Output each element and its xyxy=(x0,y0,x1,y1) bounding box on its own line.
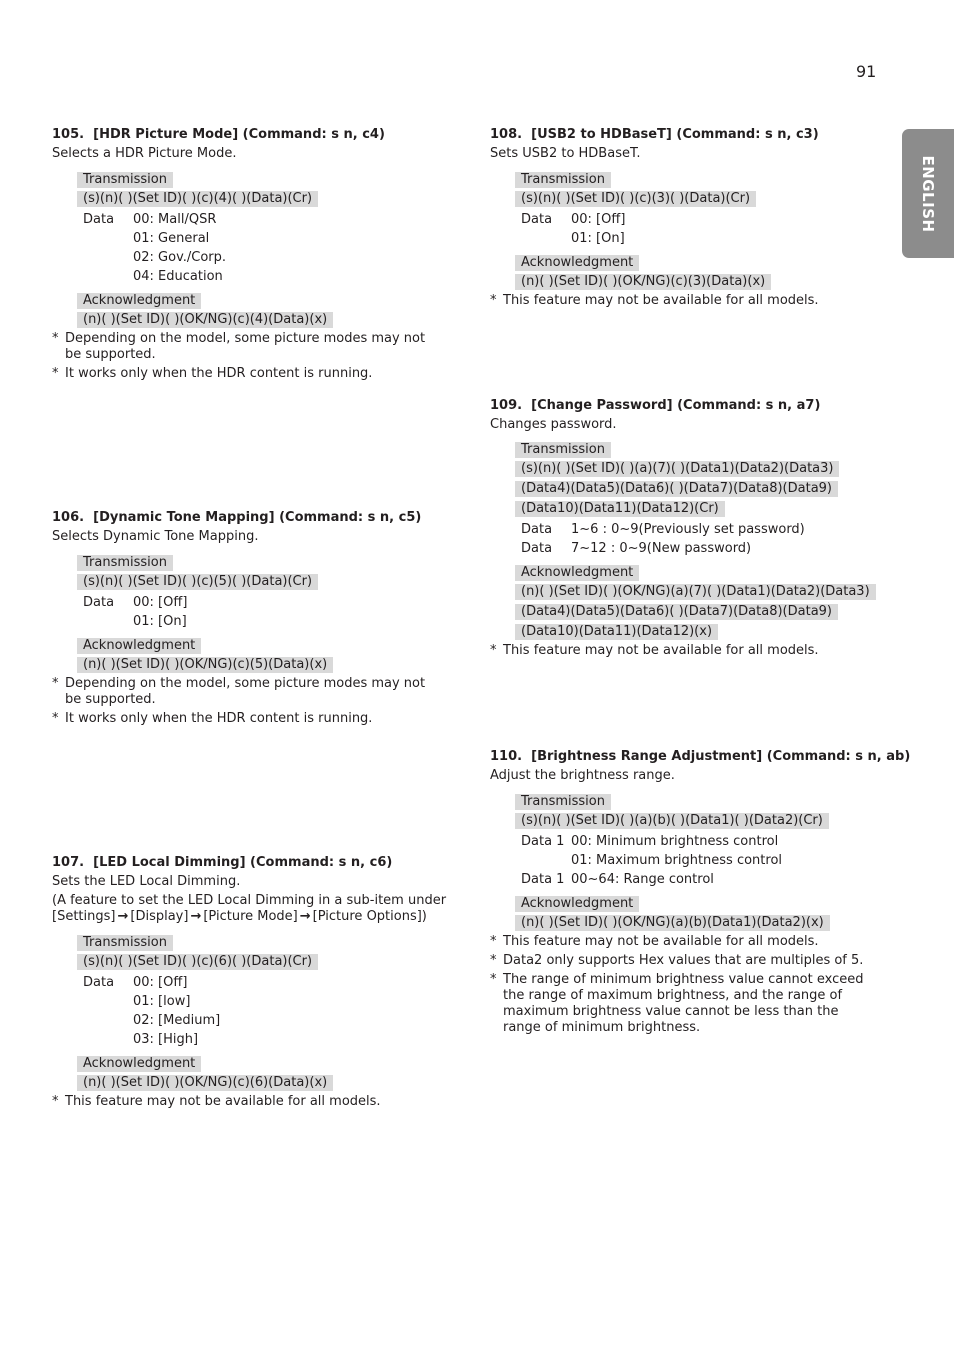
section-number: 105. xyxy=(52,127,85,142)
data-row: Data 00: [Off] xyxy=(83,975,188,990)
transmission-code: (s)(n)( )(Set ID)( )(c)(4)( )(Data)(Cr) xyxy=(77,191,318,207)
data-row: Data 00: [Off] xyxy=(83,595,188,610)
section-heading xyxy=(490,749,911,765)
transmission-label: Transmission xyxy=(515,794,611,810)
note: * It works only when the HDR content is running. xyxy=(52,366,373,381)
section-description: Selects a HDR Picture Mode. xyxy=(52,146,237,161)
section-heading xyxy=(490,398,890,414)
data-row: 02: Gov./Corp. xyxy=(133,250,227,265)
acknowledgment-code: (n)( )(Set ID)( )(OK/NG)(c)(3)(Data)(x) xyxy=(515,274,771,290)
acknowledgment-code: (n)( )(Set ID)( )(OK/NG)(c)(4)(Data)(x) xyxy=(77,312,333,328)
data-table xyxy=(83,593,187,631)
data-table xyxy=(521,210,625,248)
note: * Depending on the model, some picture modes may not be supported. xyxy=(52,331,426,362)
data-row: 04: Education xyxy=(133,269,223,284)
note: * This feature may not be available for all models. xyxy=(490,934,819,949)
section-number: 107. xyxy=(52,855,85,870)
acknowledgment-code: (Data10)(Data11)(Data12)(x) xyxy=(515,624,718,640)
acknowledgment-code: (n)( )(Set ID)( )(OK/NG)(a)(7)( )(Data1)(Data2)(Data3) xyxy=(515,584,876,600)
transmission-code: (s)(n)( )(Set ID)( )(c)(5)( )(Data)(Cr) xyxy=(77,574,318,590)
section-number: 106. xyxy=(52,510,85,525)
data-row: 01: [low] xyxy=(133,994,191,1009)
section-108 xyxy=(490,127,890,309)
acknowledgment-label: Acknowledgment xyxy=(77,293,201,309)
section-107 xyxy=(52,855,452,1110)
section-heading xyxy=(52,855,452,871)
acknowledgment-code: (n)( )(Set ID)( )(OK/NG)(c)(6)(Data)(x) xyxy=(77,1075,333,1091)
data-table xyxy=(521,832,782,889)
section-heading xyxy=(52,127,432,143)
note: * Depending on the model, some picture modes may not be supported. xyxy=(52,676,426,707)
acknowledgment-label: Acknowledgment xyxy=(77,638,201,654)
transmission-code: (Data10)(Data11)(Data12)(Cr) xyxy=(515,501,725,517)
arrow-right-icon: → xyxy=(190,909,202,924)
section-description: Adjust the brightness range. xyxy=(490,768,675,783)
data-table xyxy=(521,520,805,558)
data-row: Data 1 00: Minimum brightness control xyxy=(521,834,779,849)
data-row: 01: Maximum brightness control xyxy=(571,853,783,868)
transmission-label: Transmission xyxy=(515,172,611,188)
data-row: Data 00: Mall/QSR xyxy=(83,212,217,227)
acknowledgment-label: Acknowledgment xyxy=(77,1056,201,1072)
language-tab xyxy=(902,129,954,258)
section-heading xyxy=(490,127,890,143)
acknowledgment-code: (n)( )(Set ID)( )(OK/NG)(c)(5)(Data)(x) xyxy=(77,657,333,673)
note: * The range of minimum brightness value cannot exceed the range of maximum brightness, and the range of maximum brightness value cannot be less than the range of minimum brightness. xyxy=(490,972,864,1035)
arrow-right-icon: → xyxy=(299,909,311,924)
section-heading xyxy=(52,510,432,526)
section-106 xyxy=(52,510,432,727)
data-row: 01: [On] xyxy=(571,231,625,246)
section-description: Changes password. xyxy=(490,417,617,432)
section-description: Selects Dynamic Tone Mapping. xyxy=(52,529,259,544)
data-row: 01: [On] xyxy=(133,614,187,629)
section-105 xyxy=(52,127,432,382)
language-tab-label: ENGLISH xyxy=(919,154,937,233)
section-description: Sets the LED Local Dimming. xyxy=(52,874,241,889)
acknowledgment-code: (n)( )(Set ID)( )(OK/NG)(a)(b)(Data1)(Data2)(x) xyxy=(515,915,830,931)
section-title: [LED Local Dimming] (Command: s n, c6) xyxy=(93,855,393,870)
data-row: 01: General xyxy=(133,231,210,246)
data-row: 02: [Medium] xyxy=(133,1013,221,1028)
data-row: Data 1~6 : 0~9(Previously set password) xyxy=(521,522,805,537)
arrow-right-icon: → xyxy=(117,909,129,924)
data-row: 03: [High] xyxy=(133,1032,199,1047)
data-table xyxy=(83,973,220,1049)
transmission-code: (s)(n)( )(Set ID)( )(a)(7)( )(Data1)(Data2)(Data3) xyxy=(515,461,839,477)
transmission-label: Transmission xyxy=(77,935,173,951)
section-title: [USB2 to HDBaseT] (Command: s n, c3) xyxy=(531,127,819,142)
acknowledgment-code: (Data4)(Data5)(Data6)( )(Data7)(Data8)(Data9) xyxy=(515,604,838,620)
note: * This feature may not be available for all models. xyxy=(490,643,819,658)
acknowledgment-label: Acknowledgment xyxy=(515,565,639,581)
data-table xyxy=(83,210,226,286)
note: * This feature may not be available for all models. xyxy=(52,1094,381,1109)
transmission-code: (s)(n)( )(Set ID)( )(c)(3)( )(Data)(Cr) xyxy=(515,191,756,207)
section-number: 109. xyxy=(490,398,523,413)
acknowledgment-label: Acknowledgment xyxy=(515,255,639,271)
transmission-code: (s)(n)( )(Set ID)( )(a)(b)( )(Data1)( )(Data2)(Cr) xyxy=(515,813,829,829)
section-description-extra: (A feature to set the LED Local Dimming in a sub-item under xyxy=(52,893,447,908)
section-title: [Change Password] (Command: s n, a7) xyxy=(531,398,821,413)
data-row: Data 00: [Off] xyxy=(521,212,626,227)
section-title: [Dynamic Tone Mapping] (Command: s n, c5) xyxy=(93,510,422,525)
section-110 xyxy=(490,749,911,1036)
section-number: 108. xyxy=(490,127,523,142)
transmission-label: Transmission xyxy=(77,172,173,188)
note: * Data2 only supports Hex values that are multiples of 5. xyxy=(490,953,864,968)
section-109 xyxy=(490,398,890,659)
transmission-code: (Data4)(Data5)(Data6)( )(Data7)(Data8)(Data9) xyxy=(515,481,838,497)
data-row: Data 7~12 : 0~9(New password) xyxy=(521,541,752,556)
note: * It works only when the HDR content is running. xyxy=(52,711,373,726)
transmission-code: (s)(n)( )(Set ID)( )(c)(6)( )(Data)(Cr) xyxy=(77,954,318,970)
acknowledgment-label: Acknowledgment xyxy=(515,896,639,912)
section-number: 110. xyxy=(490,749,523,764)
section-title: [HDR Picture Mode] (Command: s n, c4) xyxy=(93,127,385,142)
section-title: [Brightness Range Adjustment] (Command: s n, ab) xyxy=(531,749,911,764)
data-row: Data 1 00~64: Range control xyxy=(521,872,714,887)
menu-path: [Settings] → [Display] → [Picture Mode] → [Picture Options]) xyxy=(52,909,427,924)
transmission-label: Transmission xyxy=(515,442,611,458)
page-number: 91 xyxy=(856,62,877,81)
note: * This feature may not be available for all models. xyxy=(490,293,819,308)
transmission-label: Transmission xyxy=(77,555,173,571)
section-description: Sets USB2 to HDBaseT. xyxy=(490,146,641,161)
